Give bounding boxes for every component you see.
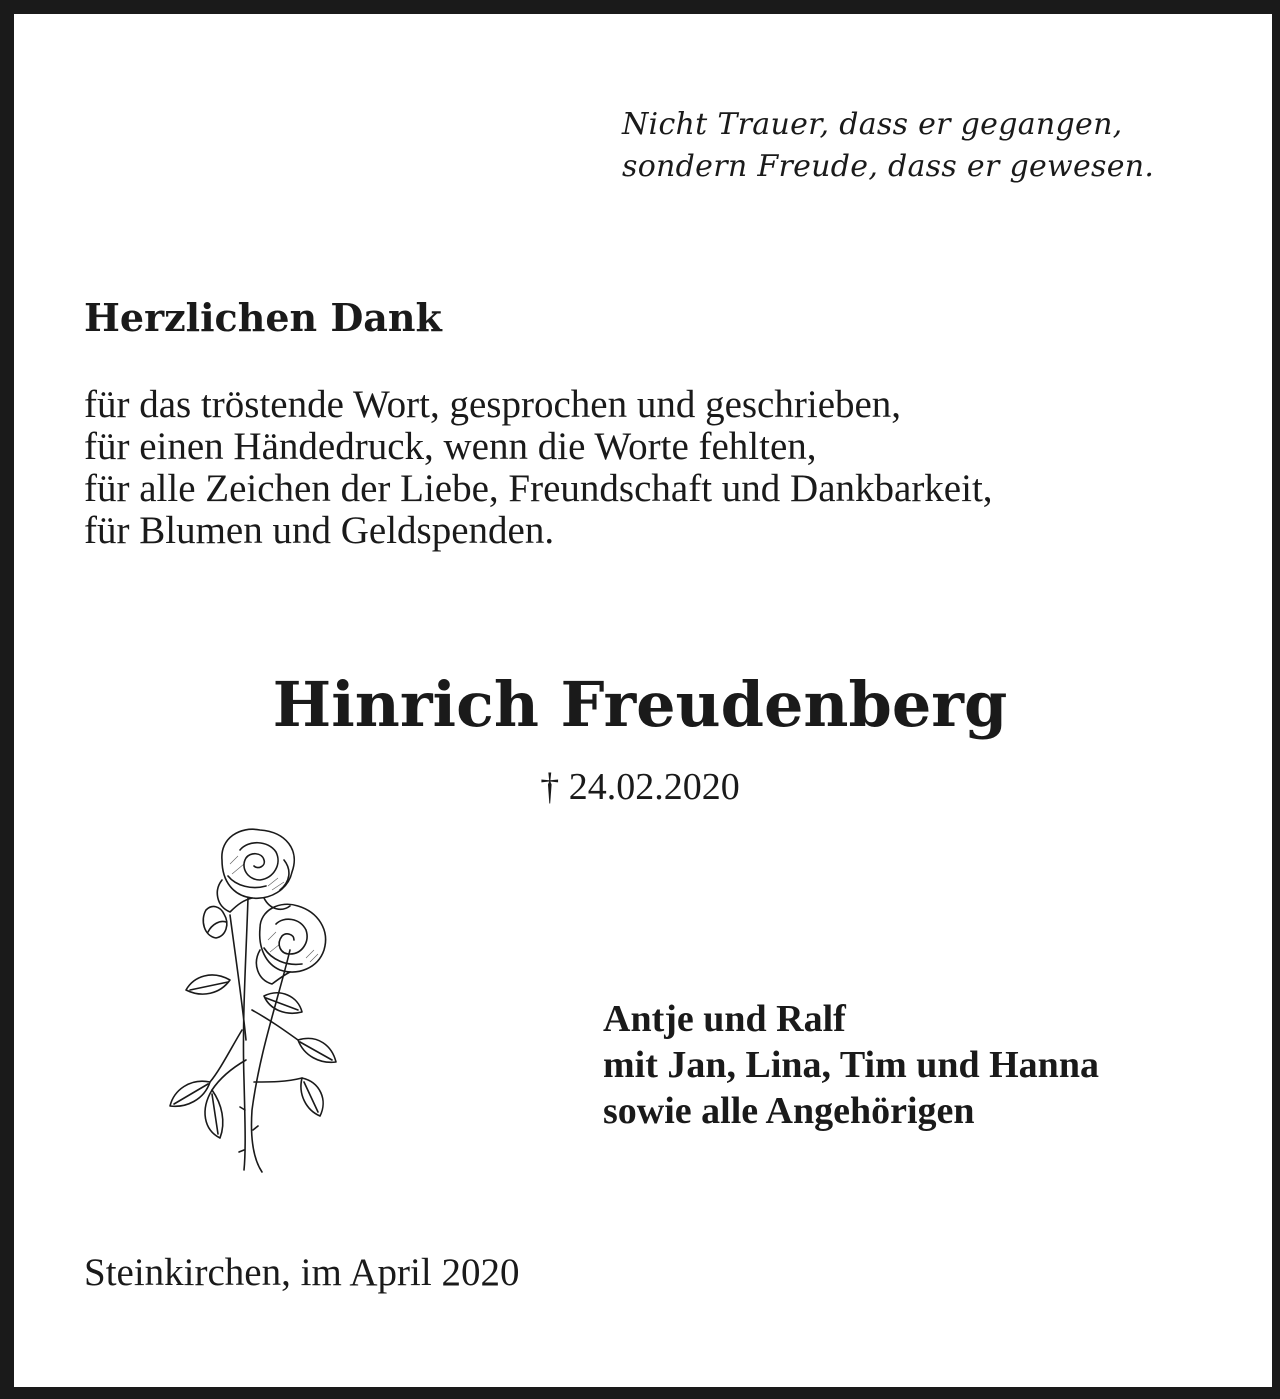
- death-date: † 24.02.2020: [540, 766, 740, 808]
- deceased-name: Hinrich Freudenberg: [272, 668, 1008, 741]
- signer-line: sowie alle Angehörigen: [603, 1090, 975, 1132]
- rose-icon: [160, 820, 350, 1180]
- thanks-heading: Herzlichen Dank: [84, 295, 442, 340]
- thanks-line: für alle Zeichen der Liebe, Freundschaft und Dankbarkeit,: [84, 467, 993, 510]
- thanks-line: für das tröstende Wort, gesprochen und geschrieben,: [84, 383, 902, 426]
- motto-line: Nicht Trauer, dass er gegangen,: [622, 107, 1123, 142]
- motto-line: sondern Freude, dass er gewesen.: [622, 149, 1155, 184]
- signer-line: Antje und Ralf: [603, 998, 846, 1040]
- thanks-line: für Blumen und Geldspenden.: [84, 509, 555, 552]
- thanks-line: für einen Händedruck, wenn die Worte fehlten,: [84, 425, 817, 468]
- motto-quote: [622, 104, 1222, 188]
- signers: [603, 996, 1243, 1134]
- signer-line: mit Jan, Lina, Tim und Hanna: [603, 1044, 1099, 1086]
- thanks-text: [84, 384, 1234, 552]
- place-and-date: Steinkirchen, im April 2020: [84, 1251, 520, 1294]
